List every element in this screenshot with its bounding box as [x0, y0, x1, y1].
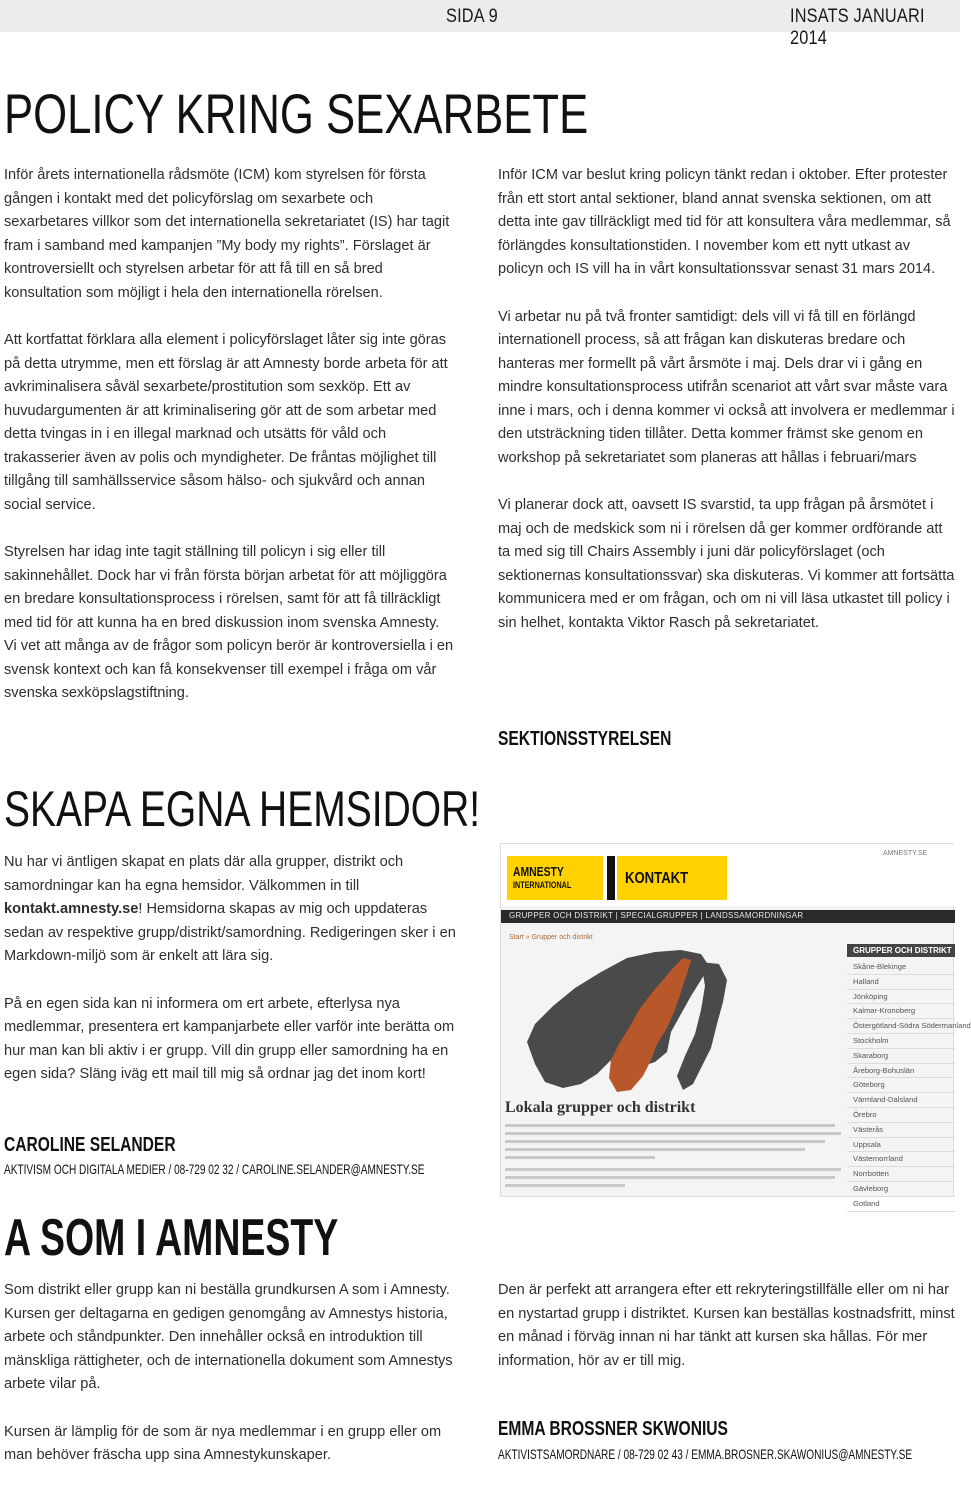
site-nav	[501, 910, 955, 923]
hemsidor-text: Nu har vi äntligen skapat en plats där alla grupper, distrikt och samordningar kan ha egna hemsidor. Välkommen in till	[4, 854, 404, 894]
policy-paragraph: Inför ICM var beslut kring policyn tänkt redan i oktober. Efter protester från ett stort antal sektioner, bland annat svenska sektionen, om att detta inte gav tillräckligt med tid för att konsultera våra medlemmar, så förlängdes konsultationstiden. I november kom ett nytt utkast av policyn och IS vill ha in vårt konsultationssvar senast 31 mars 2014.	[498, 167, 951, 277]
policy-paragraph: Vi planerar dock att, oavsett IS svarstid, ta upp frågan på årsmötet i maj och de medskick som ni i rörelsen då ger kommer ordförande att ta med sig till Chairs Assembly i juni där policyförslaget (och sektionernas konsultationssvar) ska diskuteras. Vi kommer att fortsätta kommunicera med er om frågan, och om ni vill läsa utkastet till policy i sin helhet, kontakta Viktor Rasch på sekretariatet.	[498, 497, 955, 631]
sidebar-item[interactable]: Gävleborg	[847, 1182, 955, 1197]
policy-headline: POLICY KRING SEXARBETE	[4, 82, 589, 145]
sidebar-item[interactable]: Åreborg-Bohuslän	[847, 1064, 955, 1079]
hemsidor-paragraph	[4, 851, 456, 969]
sidebar-header	[847, 944, 955, 957]
hemsidor-signature-name: CAROLINE SELANDER	[4, 1134, 176, 1156]
asomi-headline: A SOM I AMNESTY	[4, 1209, 339, 1267]
asomi-signature-role: AKTIVISTSAMORDNARE / 08-729 02 43 / EMMA.BROSNER.SKAWONIUS@AMNESTY.SE	[498, 1446, 913, 1462]
sidebar-item[interactable]: Kalmar-Kronoberg	[847, 1004, 955, 1019]
policy-paragraph: Inför årets internationella rådsmöte (ICM) kom styrelsen för första gången i kontakt med det policyförslag om sexarbete och sexarbetares villkor som det internationella sekretariatet (IS) har tagit fram i samband med kampanjen ”My body my rights”. Förslaget är kontroversiellt och styrelsen arbetar för att få till en så bred konsultation som möjligt i hela den internationella rörelsen.	[4, 167, 450, 301]
kontakt-website-screenshot	[500, 843, 971, 1208]
site-page-title: Lokala grupper och distrikt	[505, 1099, 696, 1116]
policy-signature: SEKTIONSSTYRELSEN	[498, 728, 672, 750]
nav-links: GRUPPER OCH DISTRIKT | SPECIALGRUPPER | LANDSSAMORDNINGAR	[509, 911, 804, 920]
logo-text: INTERNATIONAL	[513, 880, 572, 890]
sidebar-item[interactable]: Göteborg	[847, 1078, 955, 1093]
sweden-map-icon	[505, 944, 795, 1094]
asomi-paragraph: Som distrikt eller grupp kan ni beställa grundkursen A som i Amnesty. Kursen ger deltagarna en gedigen genomgång av Amnestys historia, arbete och ståndpunkter. Den innehåller också en introduktion till mänskliga rättigheter, och de internationella dokument som Amnestys arbete vilar på.	[4, 1282, 453, 1392]
hemsidor-paragraph: På en egen sida kan ni informera om ert arbete, efterlysa nya medlemmar, presentera ert kampanjarbete eller varför inte berätta om hur man kan bli aktiv i er grupp. Vill din grupp eller samordning ha en egen sida? Släng iväg ett mail till mig så ordnar jag det inom kort!	[4, 995, 455, 1082]
site-name-box	[617, 856, 727, 900]
asomi-right-column	[498, 1279, 958, 1397]
breadcrumb: Start » Grupper och distrikt	[509, 934, 593, 941]
asomi-signature-name: EMMA BROSSNER SKWONIUS	[498, 1418, 728, 1440]
asomi-left-column	[4, 1279, 456, 1492]
asomi-paragraph: Den är perfekt att arrangera efter ett rekryteringstillfälle eller om ni har en nystartad grupp i distriktet. Kursen kan beställas kostnadsfritt, minst en månad i förväg innan ni har tänkt att kursen ska hållas. För mer information, hör av er till mig.	[498, 1282, 955, 1369]
policy-right-column	[498, 164, 958, 659]
issue-label: INSATS JANUARI 2014	[790, 6, 925, 49]
policy-left-column	[4, 164, 456, 730]
text-line	[505, 1132, 841, 1135]
site-name: KONTAKT	[625, 870, 689, 887]
sidebar-item[interactable]: Östergötland-Södra Södermanland	[847, 1019, 955, 1034]
sidebar-item[interactable]: Västerås	[847, 1123, 955, 1138]
policy-paragraph: Att kortfattat förklara alla element i policyförslaget låter sig inte göras på detta utrymme, men ett förslag är att Amnesty borde arbeta för att avkriminalisera såväl sexarbete/prostitution som sexköp. Ett av huvudargumenten är att kriminalisering gör att de som arbetar med detta tvingas in i en illegal marknad och utsätts för våld och trakasserier även av polis och myndigheter. De fråntas möjlighet till tillgång till samhällsservice såsom hälso- och sjukvård och annan social service.	[4, 332, 448, 513]
text-line	[505, 1140, 825, 1143]
text-line	[505, 1176, 835, 1179]
text-line	[505, 1168, 841, 1171]
sidebar-item[interactable]: Norrbotten	[847, 1167, 955, 1182]
sidebar-item[interactable]: Västernorrland	[847, 1152, 955, 1167]
sidebar-item[interactable]: Uppsala	[847, 1138, 955, 1153]
hemsidor-headline: SKAPA EGNA HEMSIDOR!	[4, 781, 481, 837]
sidebar-item[interactable]: Värmland-Dalsland	[847, 1093, 955, 1108]
sidebar-item[interactable]: Skåne-Blekinge	[847, 960, 955, 975]
site-header	[501, 844, 955, 906]
text-line	[505, 1124, 835, 1127]
sidebar-title: GRUPPER OCH DISTRIKT	[853, 946, 952, 955]
policy-paragraph: Vi arbetar nu på två fronter samtidigt: dels vill vi få till en förlängd internationell process, så att frågan kan diskuteras bredare och hanteras mer formellt på vårt årsmöte i maj. Dels drar vi i gång en mindre konsultationsprocess utifrån scenariot att vårt svar måste vara inne i mars, och i denna kommer vi också att involvera er medlemmar i den utsträckning tiden tillåter. Detta kommer främst ske genom en workshop på sekretariatet som planeras att hållas i februari/mars	[498, 308, 955, 466]
sidebar-item[interactable]: Örebro	[847, 1108, 955, 1123]
sidebar-item[interactable]: Skaraborg	[847, 1049, 955, 1064]
sidebar-item[interactable]: Halland	[847, 975, 955, 990]
hemsidor-column	[4, 851, 456, 1111]
hemsidor-signature-role: AKTIVISM OCH DIGITALA MEDIER / 08-729 02 32 / CAROLINE.SELANDER@AMNESTY.SE	[4, 1161, 425, 1177]
sidebar-item[interactable]: Gotland	[847, 1197, 955, 1212]
kontakt-link[interactable]: kontakt.amnesty.se	[4, 901, 139, 917]
sidebar-item[interactable]: Jönköping	[847, 990, 955, 1005]
policy-paragraph: Styrelsen har idag inte tagit ställning till policyn i sig eller till sakinnehållet. Dock har vi från första början arbetat för att möjliggöra en bredare konsultationsprocess i rörelsen, samt för att få tillräckligt med tid för att kunna ha en bred diskussion inom svenska Amnesty. Vi vet att många av de frågor som policyn berör är kontroversiella i en svensk kontext och kan få konsekvenser till exempel i fråga om vår svenska sexköpslagstiftning.	[4, 544, 454, 701]
sidebar-list	[847, 960, 971, 1212]
logo-text: AMNESTY	[513, 864, 564, 879]
asomi-paragraph: Kursen är lämplig för de som är nya medlemmar i en grupp eller om man behöver fräscha upp sina Amnestykunskaper.	[4, 1423, 442, 1463]
text-line	[505, 1184, 625, 1187]
candle-icon	[607, 856, 615, 900]
hemsidor-text: ! Hemsidorna skapas av mig och uppdateras sedan av respektive grupp/distrikt/samordning. Redigeringen sker i en Markdown-miljö som är enkelt att lära sig.	[4, 901, 456, 964]
page-number: SIDA 9	[446, 6, 498, 27]
external-link: AMNESTY.SE	[883, 850, 928, 857]
amnesty-logo	[507, 856, 603, 900]
text-line	[505, 1148, 805, 1151]
sidebar-item[interactable]: Stockholm	[847, 1034, 955, 1049]
text-line	[505, 1156, 655, 1159]
